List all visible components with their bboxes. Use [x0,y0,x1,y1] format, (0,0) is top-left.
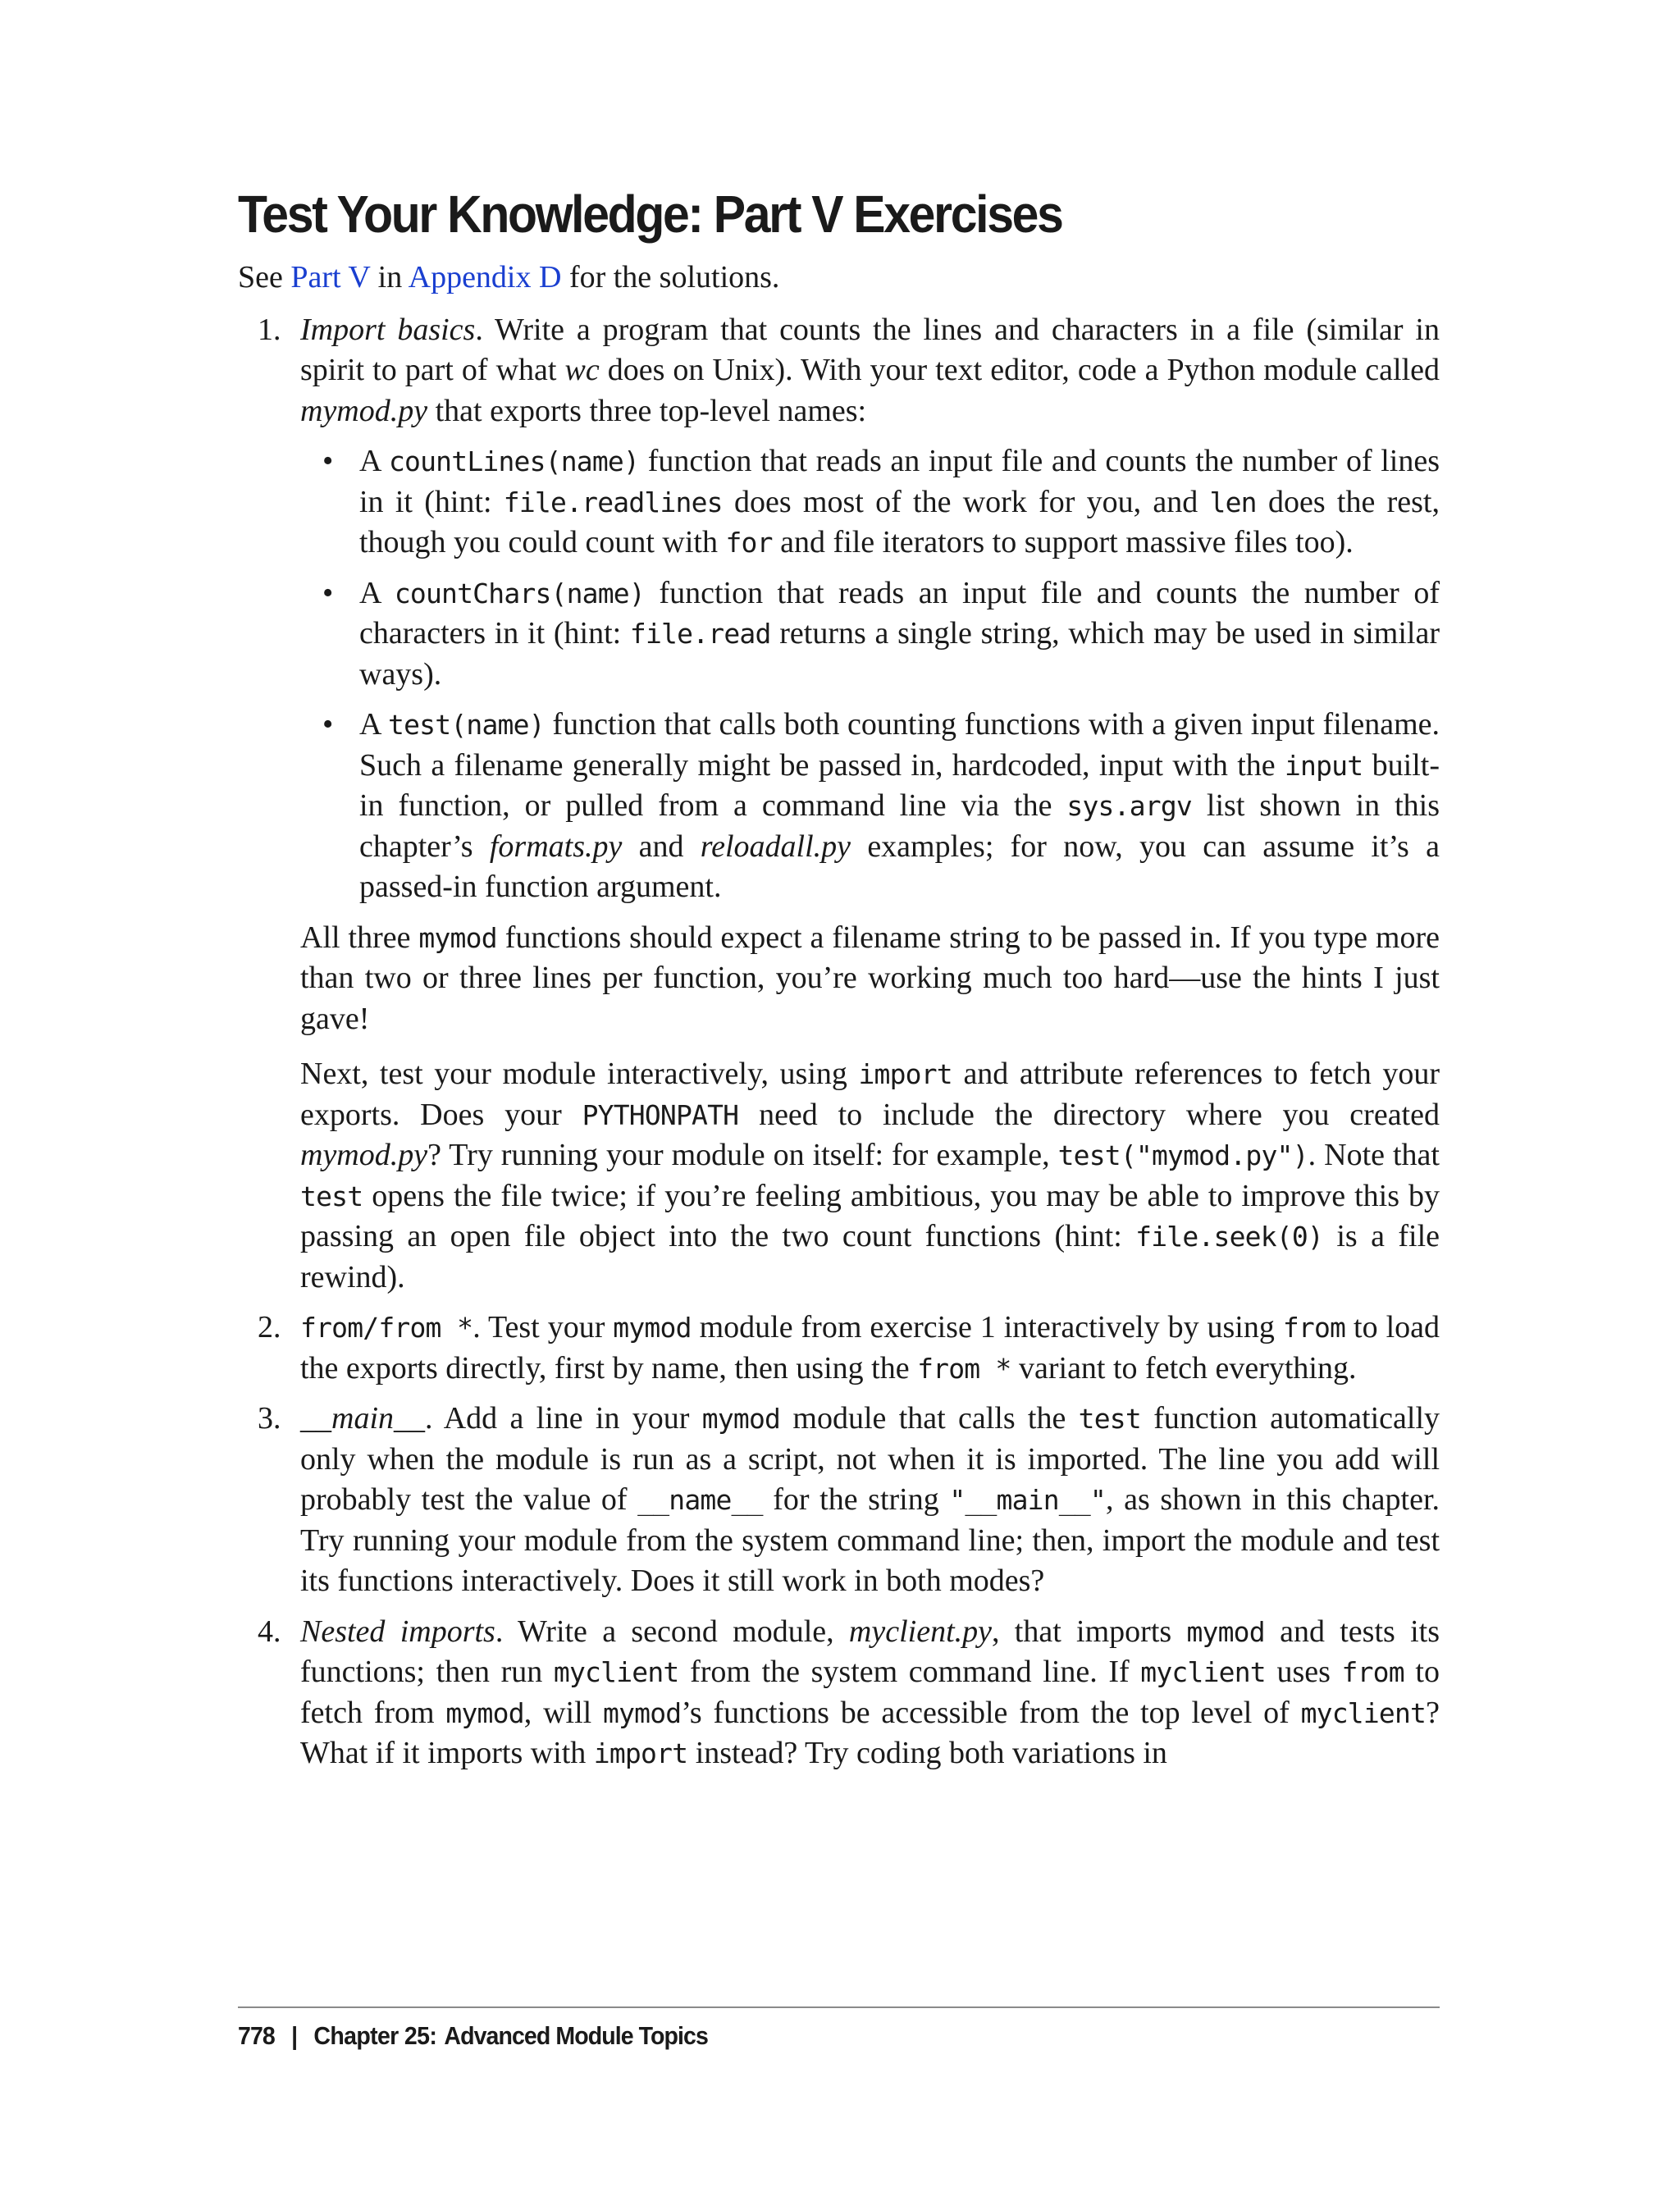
exercise-1-paragraph [300,918,1440,1040]
text-run: A [359,444,389,478]
text-run: and attribute references to fetch your exports. Does your [300,1057,1440,1132]
text-run: does on Unix). With your text editor, code a Python module called [599,353,1440,387]
code-snippet: mymod [613,1312,692,1344]
command-name: wc [564,353,600,387]
exercise-4 [238,1612,1440,1774]
exercise-title: __main__ [300,1401,425,1436]
code-snippet: import [858,1058,952,1090]
text-run: variant to fetch everything. [1011,1350,1357,1386]
code-snippet: from [1341,1656,1404,1688]
code-snippet: mymod [445,1696,524,1729]
text-run: that exports three top-level names: [427,393,867,428]
text-run: function that reads an input file and counts the number of characters in it (hint: [359,575,1440,651]
code-snippet: "__main__" [949,1484,1107,1516]
footer-separator: | [291,2021,298,2050]
text-run: A [359,575,395,610]
code-snippet: sys.argv [1066,790,1192,822]
exercise-title: from/from * [300,1312,473,1344]
exercise-2-paragraph [300,1308,1440,1389]
function-list [300,441,1440,908]
filename: mymod.py [300,1138,428,1172]
text-run: function that calls both counting functions with a given input filename. Such a filename generally might be passed in, hardcoded, input with the [359,707,1440,783]
intro-suffix: for the solutions. [561,260,780,294]
text-run: for the string [762,1482,950,1517]
code-snippet: from [1282,1312,1346,1344]
code-snippet: for [725,527,773,559]
page-content [238,182,1440,1774]
text-run: Next, test your module interactively, using [300,1057,859,1091]
exercise-3-body [300,1399,1440,1602]
exercise-1-body [300,310,1440,1299]
intro-paragraph [238,258,1440,299]
text-run: returns a single string, which may be used in similar ways). [359,616,1440,692]
text-run: built-in function, or pulled from a command line via the [359,747,1440,823]
exercise-2 [238,1308,1440,1389]
exercise-number: 3. [258,1401,281,1436]
text-run: A [359,707,389,742]
text-run: is a file rewind). [300,1219,1440,1294]
text-run: and file iterators to support massive files too). [772,525,1354,559]
code-snippet: myclient [553,1656,679,1688]
code-snippet: myclient [1140,1656,1266,1688]
text-run: , will [523,1695,603,1730]
text-run: . Write a program that counts the lines and characters in a file (similar in spirit to part of what [300,312,1440,387]
code-snippet: countChars(name) [394,577,645,609]
exercise-2-body [300,1308,1440,1389]
list-item-text [359,573,1440,696]
filename: reloadall.py [700,829,851,864]
code-snippet: file.readlines [503,486,723,518]
chapter-label: Chapter 25: [313,2021,437,2050]
text-run: examples; for now, you can assume it’s a passed-in function argument. [359,829,1440,904]
text-run: does the rest, though you could count with [359,484,1440,559]
filename: formats.py [489,829,623,864]
code-snippet: myclient [1300,1696,1427,1729]
code-snippet: test(name) [388,709,545,741]
code-snippet: test [300,1180,363,1212]
code-snippet: mymod [603,1696,682,1729]
code-snippet: PYTHONPATH [582,1098,739,1131]
part-v-link[interactable]: Part V [290,260,371,294]
text-run: functions should expect a filename string to be passed in. If you type more than two or three lines per function, you’re working much too hard—use the hints I just gave! [300,920,1440,1036]
text-run: and [622,829,701,864]
text-run: , as shown in this chapter. Try running your module from the system command line; then, import the module and test its functions interactively. Does it still work in both modes? [300,1482,1440,1598]
appendix-d-link[interactable]: Appendix D [408,260,562,294]
exercise-4-paragraph [300,1612,1440,1774]
code-snippet: file.seek(0) [1135,1221,1323,1253]
text-run: . Test your [472,1310,614,1344]
page-footer [238,2020,708,2052]
text-run: uses [1265,1655,1342,1689]
text-run: module that calls the [780,1401,1079,1436]
bullet-icon: • [322,707,334,742]
text-run: opens the file twice; if you’re feeling ambitious, you may be able to improve this by passing an open file object into the two count functions (hint: [300,1178,1440,1253]
text-run: need to include the directory where you created [738,1097,1440,1132]
intro-prefix: See [238,260,291,294]
exercise-title: Import basics [300,312,476,347]
text-run: to load the exports directly, first by name, then using the [300,1310,1440,1386]
code-snippet: from * [917,1352,1011,1385]
text-run: All three [300,920,419,955]
section-title: Test Your Knowledge: Part V Exercises [238,185,1062,244]
code-snippet: test("mymod.py") [1057,1139,1308,1171]
code-snippet: __name__ [637,1484,763,1516]
exercise-1-paragraph [300,1054,1440,1298]
code-snippet: file.read [629,618,771,650]
list-item [300,573,1440,696]
code-snippet: countLines(name) [388,445,640,477]
code-snippet: mymod [418,921,497,954]
text-run: , that imports [992,1614,1187,1649]
bullet-icon: • [322,575,334,610]
code-snippet: input [1284,749,1363,782]
page-number: 778 [238,2021,275,2050]
text-run: list shown in this chapter’s [359,788,1440,864]
code-snippet: mymod [1186,1615,1265,1648]
code-snippet: mymod [701,1403,781,1435]
exercise-1-paragraph [300,310,1440,432]
text-run: to fetch from [300,1655,1440,1730]
footer-divider [238,2006,1440,2008]
exercise-number: 1. [258,312,281,347]
exercise-4-body [300,1612,1440,1774]
text-run: instead? Try coding both variations in [687,1736,1167,1770]
exercise-1 [238,310,1440,1299]
intro-middle: in [370,260,409,294]
text-run: function automatically only when the module is run as a script, not when it is imported. The line you add will probably test the value of [300,1401,1440,1517]
list-item [300,441,1440,564]
exercise-3 [238,1399,1440,1602]
code-snippet: test [1078,1403,1141,1435]
exercise-number: 4. [258,1614,281,1649]
text-run: function that reads an input file and counts the number of lines in it (hint: [359,444,1440,519]
text-run: . Write a second module, [495,1614,849,1649]
text-run: from the system command line. If [678,1655,1141,1689]
filename: mymod.py [300,393,428,428]
filename: myclient.py [848,1614,993,1649]
list-item [300,705,1440,908]
list-item-text [359,441,1440,564]
text-run: . Add a line in your [425,1401,702,1436]
text-run: and tests its functions; then run [300,1614,1440,1689]
code-snippet: len [1209,486,1257,518]
bullet-icon: • [322,444,334,478]
exercise-title: Nested imports [300,1614,495,1649]
text-run: does most of the work for you, and [722,484,1210,519]
text-run: ’s functions be accessible from the top level of [681,1695,1301,1730]
text-run: module from exercise 1 interactively by using [691,1310,1283,1344]
code-snippet: import [593,1737,688,1769]
chapter-title: Advanced Module Topics [444,2021,708,2050]
exercise-3-paragraph [300,1399,1440,1602]
text-run: ? What if it imports with [300,1695,1440,1770]
list-item-text [359,705,1440,908]
text-run: ? Try running your module on itself: for example, [427,1138,1058,1172]
text-run: . Note that [1308,1138,1440,1172]
exercise-number: 2. [258,1310,281,1344]
